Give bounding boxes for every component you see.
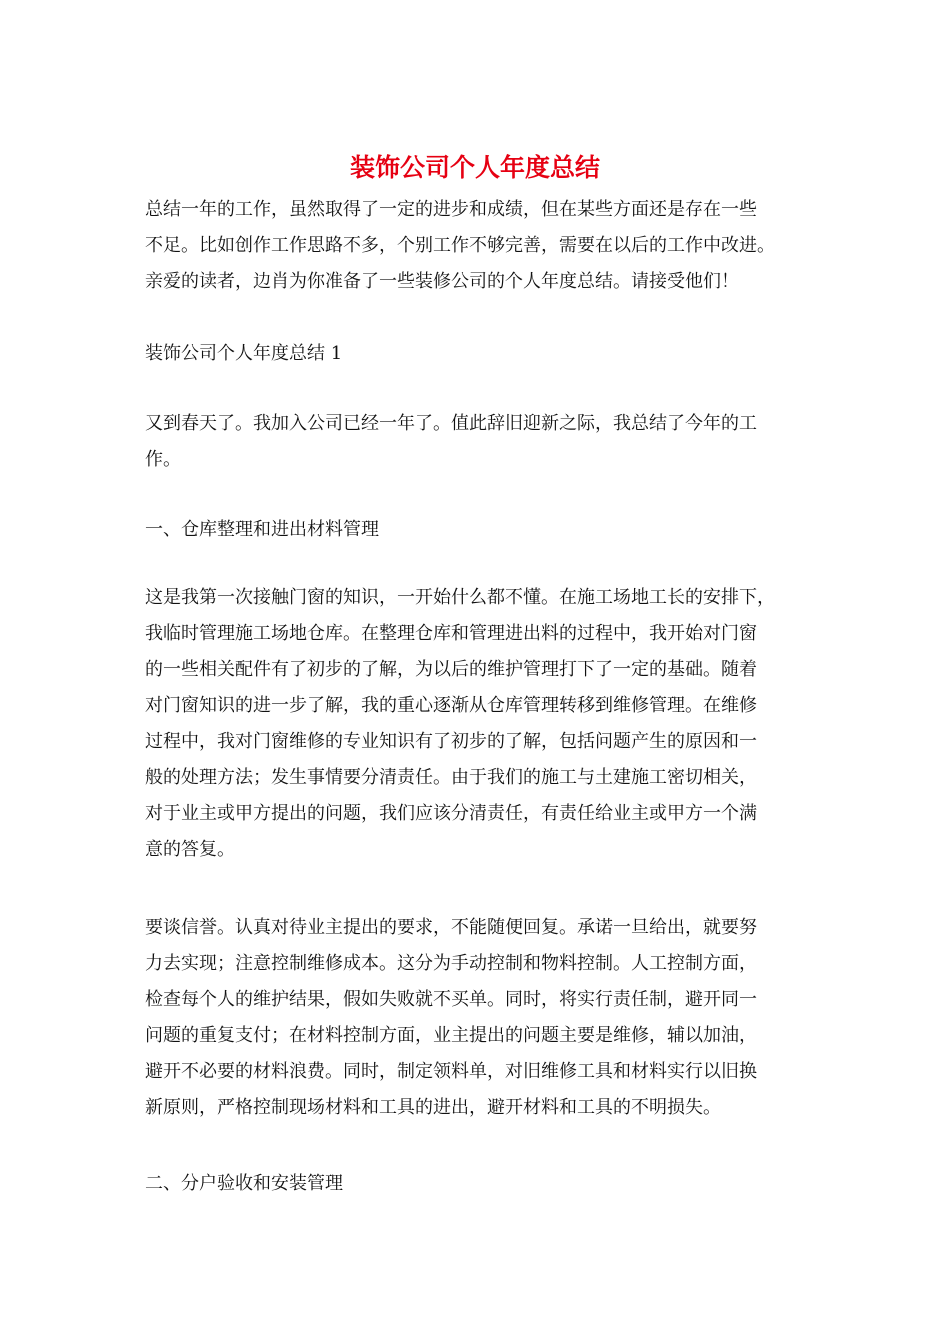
section-2-heading (145, 1166, 820, 1202)
paragraph-line: 对于业主或甲方提出的问题，我们应该分清责任，有责任给业主或甲方一个满 (145, 803, 757, 824)
subtitle-text: 装饰公司个人年度总结 1 (145, 343, 343, 364)
paragraph-line: 意的答复。 (145, 839, 235, 860)
opening-line: 又到春天了。我加入公司已经一年了。值此辞旧迎新之际，我总结了今年的工 (145, 413, 757, 434)
intro-line: 总结一年的工作，虽然取得了一定的进步和成绩，但在某些方面还是存在一些 (145, 199, 757, 220)
paragraph-line: 避开不必要的材料浪费。同时，制定领料单，对旧维修工具和材料实行以旧换 (145, 1061, 757, 1082)
section-heading-text: 二、分户验收和安装管理 (145, 1173, 343, 1194)
paragraph-line: 这是我第一次接触门窗的知识，一开始什么都不懂。在施工场地工长的安排下， (145, 587, 775, 608)
document-title: 装饰公司个人年度总结 (349, 153, 600, 182)
paragraph-line: 我临时管理施工场地仓库。在整理仓库和管理进出料的过程中，我开始对门窗 (145, 623, 757, 644)
paragraph-line: 过程中，我对门窗维修的专业知识有了初步的了解，包括问题产生的原因和一 (145, 731, 757, 752)
intro-line: 亲爱的读者，边肖为你准备了一些装修公司的个人年度总结。请接受他们！ (145, 271, 739, 292)
section-1-paragraph-2 (145, 910, 820, 1126)
paragraph-line: 的一些相关配件有了初步的了解，为以后的维护管理打下了一定的基础。随着 (145, 659, 757, 680)
section-heading-text: 一、仓库整理和进出材料管理 (145, 519, 379, 540)
paragraph-line: 新原则，严格控制现场材料和工具的进出，避开材料和工具的不明损失。 (145, 1097, 721, 1118)
paragraph-line: 问题的重复支付；在材料控制方面，业主提出的问题主要是维修，辅以加油， (145, 1025, 757, 1046)
intro-line: 不足。比如创作工作思路不多，个别工作不够完善，需要在以后的工作中改进。 (145, 235, 775, 256)
paragraph-line: 对门窗知识的进一步了解，我的重心逐渐从仓库管理转移到维修管理。在维修 (145, 695, 757, 716)
subtitle (145, 336, 820, 372)
opening-line: 作。 (145, 449, 181, 470)
section-1-heading (145, 512, 820, 548)
paragraph-line: 要谈信誉。认真对待业主提出的要求，不能随便回复。承诺一旦给出，就要努 (145, 917, 757, 938)
paragraph-line: 力去实现；注意控制维修成本。这分为手动控制和物料控制。人工控制方面， (145, 953, 757, 974)
paragraph-line: 般的处理方法；发生事情要分清责任。由于我们的施工与土建施工密切相关， (145, 767, 757, 788)
section-1-paragraph-1 (145, 580, 820, 868)
opening-paragraph (145, 406, 820, 478)
intro-paragraph (145, 192, 820, 300)
paragraph-line: 检查每个人的维护结果，假如失败就不买单。同时，将实行责任制，避开同一 (145, 989, 757, 1010)
